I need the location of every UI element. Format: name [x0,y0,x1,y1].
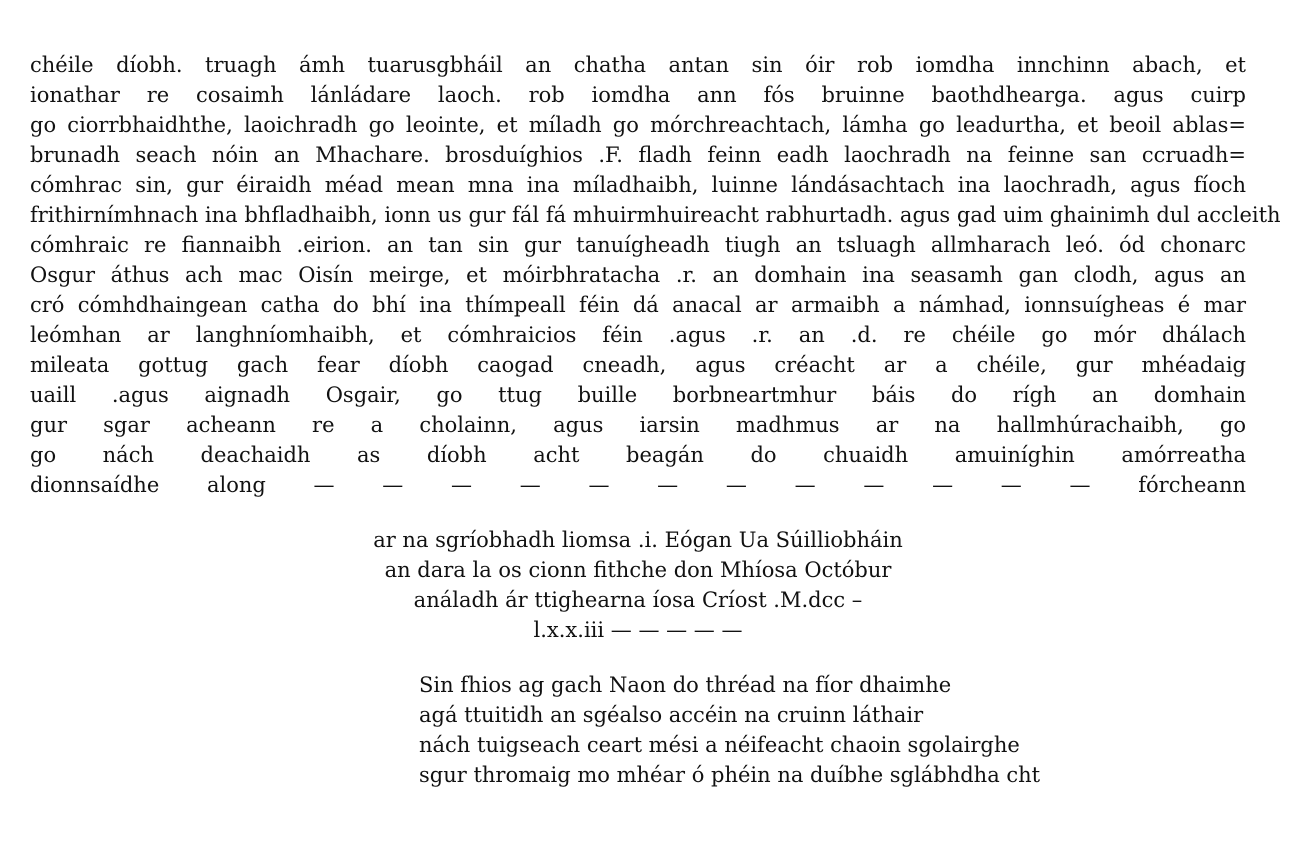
paragraph-line-13: gur sgar acheann re a cholainn, agus iarsin madhmus ar na hallmhúrachaibh, go [30,413,1246,437]
colophon-line-3: análadh ár ttighearna íosa Críost .M.dcc – [413,588,863,612]
paragraph-line-5: cómhrac sin, gur éiraidh méad mean mna ina míladhaibh, luinne lándásachtach ina laochradh, agus fíoch [30,173,1246,197]
colophon-line-2: an dara la os cionn fithche don Mhíosa Octóbur [384,558,892,582]
colophon-line-1: ar na sgríobhadh liomsa .i. Eógan Ua Súilliobháin [373,528,903,552]
main-paragraph [30,50,1281,500]
paragraph-line-1: chéile díobh. truagh ámh tuarusgbháil an chatha antan sin óir rob iomdha innchinn abach, et [30,53,1246,77]
colophon [0,525,1276,645]
paragraph-line-4: brunadh seach nóin an Mhachare. brosduíghios .F. fladh feinn eadh laochradh na feinne san ccruadh= [30,143,1246,167]
paragraph-line-15: dionnsaídhe along — — — — — — — — — — — — fórcheann [30,473,1246,497]
paragraph-line-9: cró cómhdhaingean catha do bhí ina thímpeall féin dá anacal ar armaibh a námhad, ionnsuígheas é mar [30,293,1246,317]
paragraph-line-6: frithirnímhnach ina bhfladhaibh, ionn us gur fál fá mhuirmhuireacht rabhurtadh. agus gad uim ghainimh dul accleith [30,203,1281,227]
paragraph-line-3: go ciorrbhaidhthe, laoichradh go leointe, et míladh go mórchreachtach, lámha go leadurtha, et beoil ablas= [30,113,1246,137]
paragraph-line-10: leómhan ar langhníomhaibh, et cómhraicios féin .agus .r. an .d. re chéile go mór dhálach [30,323,1246,347]
paragraph-line-8: Osgur áthus ach mac Oisín meirge, et móirbhratacha .r. an domhain ina seasamh gan clodh, agus an [30,263,1246,287]
verse-stanza [419,670,1040,790]
paragraph-line-2: ionathar re cosaimh lánládare laoch. rob iomdha ann fós bruinne baothdhearga. agus cuirp [30,83,1246,107]
paragraph-line-11: mileata gottug gach fear díobh caogad cneadh, agus créacht ar a chéile, gur mhéadaig [30,353,1246,377]
verse-line-2: agá ttuitidh an sgéalso accéin na cruinn láthair [419,703,924,727]
verse-line-1: Sin fhios ag gach Naon do thréad na fíor dhaimhe [419,673,952,697]
paragraph-line-7: cómhraic re fiannaibh .eirion. an tan sin gur tanuígheadh tiugh an tsluagh allmharach leó. ód chonarc [30,233,1246,257]
paragraph-line-14: go nách deachaidh as díobh acht beagán do chuaidh amuiníghin amórreatha [30,443,1246,467]
verse-line-4: sgur thromaig mo mhéar ó phéin na duíbhe sglábhdha cht [419,763,1041,787]
colophon-line-4: l.x.x.iii — — — — — [533,618,743,642]
verse-line-3: nách tuigseach ceart mési a néifeacht chaoin sgolairghe [419,733,1020,757]
paragraph-line-12: uaill .agus aignadh Osgair, go ttug buille borbneartmhur báis do rígh an domhain [30,383,1246,407]
